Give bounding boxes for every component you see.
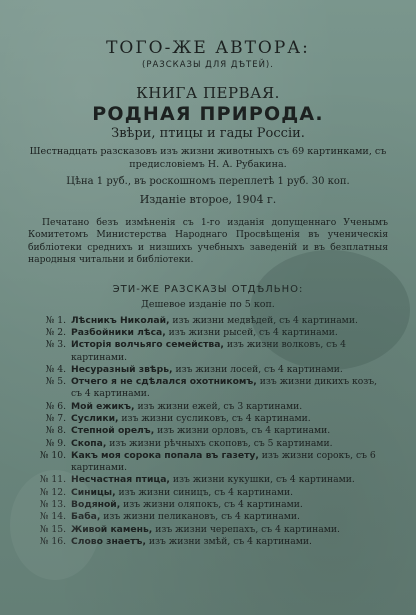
item-title: Лѣсникъ Николай,: [71, 314, 170, 326]
book-description: Шестнадцать разсказовъ изъ жизни животныхъ съ 69 картинками, съ предисловіемъ Н. А. Рубакина.: [29, 146, 387, 170]
item-details: изъ жизни пеликановъ, съ 4 картинами.: [100, 511, 300, 523]
item-text: [71, 364, 388, 376]
list-item: [28, 450, 388, 475]
item-title: Отчего я не сдѣлался охотникомъ,: [71, 376, 257, 388]
item-number: № 5.: [45, 376, 66, 388]
item-number: № 14.: [39, 511, 66, 523]
list-item: [28, 315, 388, 327]
item-details: изъ жизни медвѣдей, съ 4 картинами.: [169, 314, 358, 326]
list-item: [28, 487, 388, 499]
item-title: Исторія волчьяго семейства,: [71, 339, 224, 351]
item-number: № 15.: [39, 523, 66, 535]
book-part: КНИГА ПЕРВАЯ.: [136, 84, 280, 102]
list-item: [28, 474, 388, 486]
item-text: [71, 413, 388, 425]
item-text: [71, 499, 388, 511]
item-text: [71, 438, 388, 450]
item-details: изъ жизни кукушки, съ 4 картинами.: [169, 474, 355, 486]
list-item: [28, 376, 388, 401]
item-title: Живой камень,: [71, 523, 153, 535]
item-title: Суслики,: [71, 413, 119, 424]
item-title: Несчастная птица,: [71, 474, 170, 486]
list-item: [28, 425, 388, 437]
item-number: № 10.: [39, 449, 66, 461]
item-number: № 8.: [45, 425, 66, 437]
item-text: [71, 315, 388, 327]
item-details: изъ жизни дикихъ козъ, съ 4 картинами.: [71, 376, 378, 400]
item-details: изъ жизни ежей, съ 3 картинами.: [134, 400, 303, 412]
item-title: Мой ежикъ,: [71, 400, 135, 412]
item-number: № 3.: [45, 339, 66, 351]
list-item: [28, 339, 388, 364]
item-text: [71, 524, 388, 536]
item-details: изъ жизни рѣчныхъ скоповъ, съ 5 картинами.: [106, 437, 333, 449]
series-header: [28, 283, 388, 311]
book-subtitle: Звѣри, птицы и гады Россіи.: [111, 126, 305, 141]
list-item: [28, 511, 388, 523]
item-text: [71, 450, 388, 475]
item-number: № 6.: [45, 400, 66, 412]
story-list: [28, 315, 388, 549]
item-text: [71, 536, 388, 548]
item-details: изъ жизни синицъ, съ 4 картинами.: [115, 486, 294, 498]
item-details: изъ жизни сусликовъ, съ 4 картинами.: [118, 413, 311, 424]
book-title: РОДНАЯ ПРИРОДА.: [92, 103, 324, 125]
item-number: № 12.: [39, 486, 66, 498]
item-details: изъ жизни рысей, съ 4 картинами.: [165, 326, 338, 338]
item-text: [71, 327, 388, 339]
item-title: Несуразный звѣрь,: [71, 363, 173, 375]
item-details: изъ жизни черепахъ, съ 4 картинами.: [152, 523, 340, 535]
item-title: Разбойники лѣса,: [71, 326, 166, 338]
item-number: № 13.: [39, 499, 66, 511]
list-item: [28, 413, 388, 425]
item-title: Водяной,: [71, 499, 121, 511]
item-title: Баба,: [71, 511, 101, 523]
list-item: [28, 364, 388, 376]
item-number: № 2.: [45, 326, 66, 338]
item-text: [71, 401, 388, 413]
item-details: изъ жизни орловъ, съ 4 картинами.: [154, 425, 331, 437]
item-text: [71, 425, 388, 437]
list-item: [28, 499, 388, 511]
item-details: изъ жизни лосей, съ 4 картинами.: [172, 363, 343, 375]
item-title: Степной орелъ,: [71, 425, 155, 437]
item-details: изъ жизни змѣй, съ 4 картинами.: [145, 535, 312, 547]
item-number: № 11.: [39, 474, 66, 486]
item-number: № 9.: [45, 437, 66, 449]
header-title: ТОГО-ЖЕ АВТОРА:: [106, 38, 310, 58]
list-item: [28, 327, 388, 339]
item-text: [71, 376, 388, 401]
series-heading: ЭТИ-ЖЕ РАЗСКАЗЫ ОТДѢЛЬНО:: [112, 283, 304, 295]
item-number: № 16.: [39, 535, 66, 547]
approval-paragraph: Печатано безъ измѣненія съ 1-го изданія допущеннаго Ученымъ Комитетомъ Министерства Народнаго Просвѣщенія въ ученическія библіотеки среднихъ и низшихъ учебныхъ заведеній и въ безплатныя народныя читальни и библіотеки.: [28, 217, 388, 266]
item-details: изъ жизни волковъ, съ 4 картинами.: [71, 339, 346, 363]
item-details: изъ жизни оляпокъ, съ 4 картинами.: [120, 499, 303, 511]
item-number: № 7.: [45, 413, 66, 424]
list-item: [28, 438, 388, 450]
item-number: № 1.: [45, 314, 66, 326]
item-text: [71, 339, 388, 364]
list-item: [28, 401, 388, 413]
item-title: Слово знаетъ,: [71, 535, 146, 547]
author-header: [28, 38, 388, 70]
item-text: [71, 511, 388, 523]
item-title: Какъ моя сорока попала въ газету,: [71, 449, 259, 461]
header-subtitle: (РАЗСКАЗЫ ДЛЯ ДѢТЕЙ).: [142, 60, 274, 70]
list-item: [28, 536, 388, 548]
item-number: № 4.: [45, 363, 66, 375]
item-text: [71, 487, 388, 499]
book-block: [28, 84, 388, 207]
item-title: Скопа,: [71, 437, 107, 449]
list-item: [28, 524, 388, 536]
book-edition: Изданіе второе, 1904 г.: [139, 193, 277, 206]
book-price: Цѣна 1 руб., въ роскошномъ переплетѣ 1 руб. 30 коп.: [66, 176, 350, 187]
item-details: изъ жизни сорокъ, съ 6 картинами.: [71, 449, 376, 474]
item-title: Синицы,: [71, 486, 116, 498]
series-price: Дешевое изданіе по 5 коп.: [141, 298, 275, 310]
item-text: [71, 474, 388, 486]
